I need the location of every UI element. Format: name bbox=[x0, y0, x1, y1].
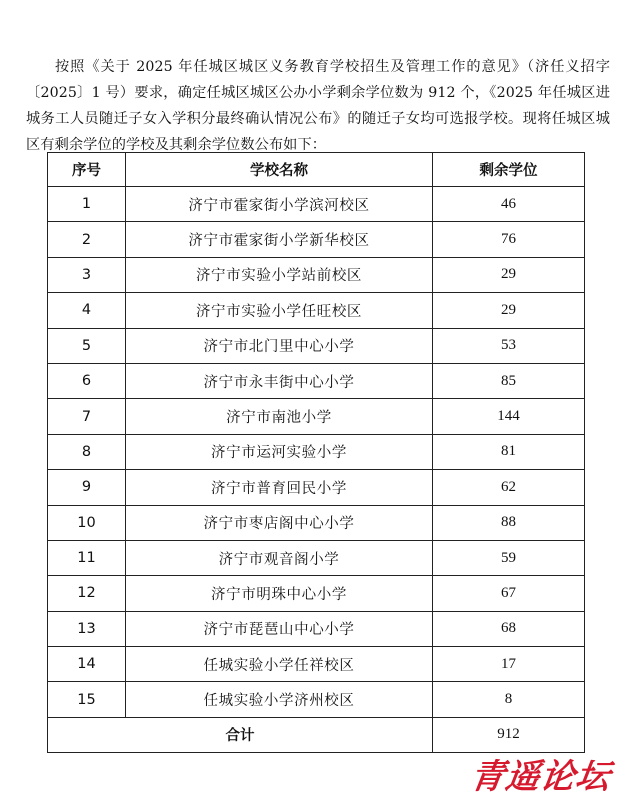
table-row bbox=[48, 434, 585, 469]
forum-watermark: 青遥论坛 bbox=[467, 757, 614, 797]
table-row bbox=[48, 505, 585, 540]
school-name: 济宁市霍家街小学滨河校区 bbox=[126, 187, 433, 222]
row-number: 4 bbox=[48, 293, 126, 328]
row-number: 8 bbox=[48, 434, 126, 469]
remaining-seats: 88 bbox=[433, 505, 585, 540]
table-row bbox=[48, 293, 585, 328]
remaining-seats: 85 bbox=[433, 363, 585, 398]
intro-paragraph: 按照《关于 2025 年任城区城区义务教育学校招生及管理工作的意见》（济任义招字〔2025〕1 号）要求，确定任城区城区公办小学剩余学位数为 912 个，《2025 年任城区进城务工人员随迁子女入学积分最终确认情况公布》的随迁子女均可选报学校。现将任城区城区有剩余学位的学校及其剩余学位数公布如下： bbox=[26, 59, 610, 154]
school-name: 济宁市实验小学任旺校区 bbox=[126, 293, 433, 328]
school-name: 济宁市南池小学 bbox=[126, 399, 433, 434]
row-number: 2 bbox=[48, 222, 126, 257]
remaining-seats: 59 bbox=[433, 540, 585, 575]
school-name: 济宁市永丰街中心小学 bbox=[126, 363, 433, 398]
remaining-seats: 29 bbox=[433, 293, 585, 328]
row-number: 12 bbox=[48, 576, 126, 611]
school-name: 济宁市枣店阁中心小学 bbox=[126, 505, 433, 540]
school-name: 任城实验小学济州校区 bbox=[126, 682, 433, 717]
school-name: 任城实验小学任祥校区 bbox=[126, 647, 433, 682]
table-row bbox=[48, 647, 585, 682]
school-name: 济宁市观音阁小学 bbox=[126, 540, 433, 575]
row-number: 9 bbox=[48, 470, 126, 505]
row-number: 1 bbox=[48, 187, 126, 222]
table-row bbox=[48, 399, 585, 434]
row-number: 10 bbox=[48, 505, 126, 540]
total-label: 合计 bbox=[48, 717, 433, 752]
table-row bbox=[48, 682, 585, 717]
remaining-seats: 8 bbox=[433, 682, 585, 717]
table-row bbox=[48, 576, 585, 611]
row-number: 6 bbox=[48, 363, 126, 398]
remaining-seats: 46 bbox=[433, 187, 585, 222]
table-body bbox=[48, 187, 585, 718]
table-row bbox=[48, 611, 585, 646]
row-number: 11 bbox=[48, 540, 126, 575]
remaining-seats: 29 bbox=[433, 257, 585, 292]
remaining-seats: 76 bbox=[433, 222, 585, 257]
row-number: 14 bbox=[48, 647, 126, 682]
school-name: 济宁市霍家街小学新华校区 bbox=[126, 222, 433, 257]
school-name: 济宁市明珠中心小学 bbox=[126, 576, 433, 611]
school-name: 济宁市普育回民小学 bbox=[126, 470, 433, 505]
remaining-seats: 81 bbox=[433, 434, 585, 469]
table-row bbox=[48, 540, 585, 575]
school-name: 济宁市北门里中心小学 bbox=[126, 328, 433, 363]
table-header bbox=[48, 153, 585, 187]
total-value: 912 bbox=[433, 717, 585, 752]
school-name: 济宁市运河实验小学 bbox=[126, 434, 433, 469]
table-footer bbox=[48, 717, 585, 752]
row-number: 5 bbox=[48, 328, 126, 363]
row-number: 7 bbox=[48, 399, 126, 434]
header-school-name: 学校名称 bbox=[126, 153, 433, 187]
remaining-seats: 144 bbox=[433, 399, 585, 434]
remaining-seats: 62 bbox=[433, 470, 585, 505]
table-row bbox=[48, 222, 585, 257]
row-number: 15 bbox=[48, 682, 126, 717]
table-row bbox=[48, 328, 585, 363]
school-name: 济宁市实验小学站前校区 bbox=[126, 257, 433, 292]
remaining-seats: 68 bbox=[433, 611, 585, 646]
school-name: 济宁市琵琶山中心小学 bbox=[126, 611, 433, 646]
table-row bbox=[48, 363, 585, 398]
table-row bbox=[48, 470, 585, 505]
row-number: 3 bbox=[48, 257, 126, 292]
remaining-seats-table bbox=[47, 152, 585, 753]
remaining-seats: 17 bbox=[433, 647, 585, 682]
table-row bbox=[48, 257, 585, 292]
header-number: 序号 bbox=[48, 153, 126, 187]
remaining-seats: 67 bbox=[433, 576, 585, 611]
remaining-seats: 53 bbox=[433, 328, 585, 363]
table-row bbox=[48, 187, 585, 222]
row-number: 13 bbox=[48, 611, 126, 646]
total-row bbox=[48, 717, 585, 752]
header-remaining-seats: 剩余学位 bbox=[433, 153, 585, 187]
